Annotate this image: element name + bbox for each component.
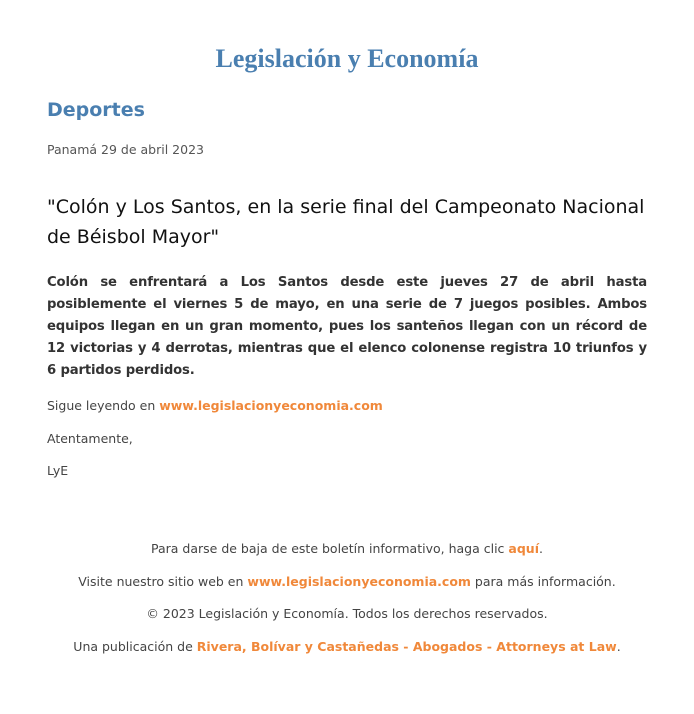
publisher-suffix: . xyxy=(616,639,621,654)
read-more-link[interactable]: www.legislacionyeconomia.com xyxy=(159,398,383,413)
unsubscribe-suffix: . xyxy=(538,541,543,556)
signoff: Atentamente, xyxy=(47,431,133,446)
section-title: Deportes xyxy=(47,99,145,121)
signature: LyE xyxy=(47,463,69,478)
unsubscribe-link[interactable]: aquí xyxy=(508,541,539,556)
visit-prefix: Visite nuestro sitio web en xyxy=(78,574,248,589)
publisher-line xyxy=(0,638,694,656)
read-more-line xyxy=(47,397,383,415)
visit-site-link[interactable]: www.legislacionyeconomia.com xyxy=(247,574,471,589)
visit-site-line xyxy=(0,573,694,591)
article-headline: "Colón y Los Santos, en la serie final del Campeonato Nacional de Béisbol Mayor" xyxy=(47,196,645,248)
dateline: Panamá 29 de abril 2023 xyxy=(47,142,204,157)
newsletter-masthead: Legislación y Economía xyxy=(215,44,479,73)
publisher-prefix: Una publicación de xyxy=(73,639,197,654)
visit-suffix: para más información. xyxy=(470,574,616,589)
publisher-link[interactable]: Rivera, Bolívar y Castañedas - Abogados - Attorneys at Law xyxy=(196,639,617,654)
copyright-line: © 2023 Legislación y Economía. Todos los derechos reservados. xyxy=(146,606,548,621)
article-lead: Colón se enfrentará a Los Santos desde este jueves 27 de abril hasta posiblemente el viernes 5 de mayo, en una serie de 7 juegos posibles. Ambos equipos llegan en un gran momento, pues los santeños llegan con un récord de 12 victorias y 4 derrotas, mientras que el elenco colonense registra 10 triunfos y 6 partidos perdidos. xyxy=(47,275,647,378)
unsubscribe-line xyxy=(0,540,694,558)
unsubscribe-prefix: Para darse de baja de este boletín informativo, haga clic xyxy=(151,541,509,556)
read-more-prefix: Sigue leyendo en xyxy=(47,398,160,413)
